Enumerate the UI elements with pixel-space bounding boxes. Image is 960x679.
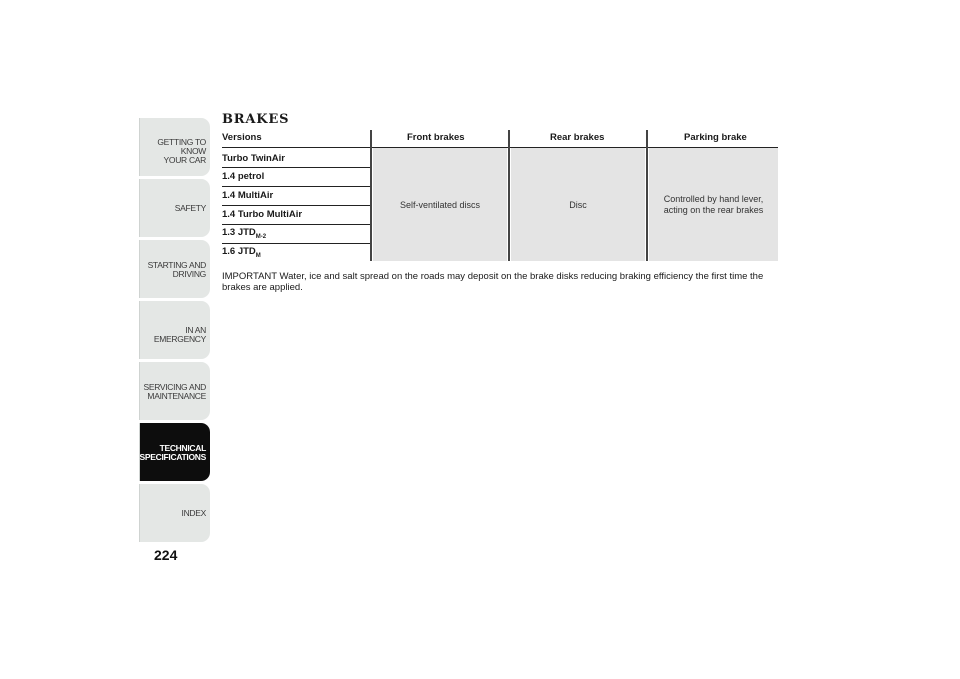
tab-label: SAFETY (174, 203, 206, 213)
column-separator (646, 130, 648, 261)
table-row-label (222, 171, 264, 184)
tab-technical-specifications[interactable] (139, 423, 210, 481)
version-subscript: M (255, 252, 261, 259)
table-row-label (222, 153, 285, 166)
tab-servicing-and-maintenance[interactable] (139, 362, 210, 420)
header-rear-brakes: Rear brakes (550, 132, 605, 143)
tab-label: SERVICING AND MAINTENANCE (143, 382, 206, 401)
version-name: 1.3 JTD (222, 227, 256, 238)
header-parking-brake: Parking brake (684, 132, 747, 143)
row-divider (222, 186, 370, 187)
row-divider (222, 224, 370, 225)
version-name: 1.6 JTD (222, 246, 256, 257)
tab-label: GETTING TO KNOW YOUR CAR (157, 137, 206, 165)
table-row-label (222, 246, 261, 259)
tab-getting-to-know-your-car[interactable] (139, 118, 210, 176)
column-separator (370, 130, 372, 261)
tab-starting-and-driving[interactable] (139, 240, 210, 298)
tab-label: IN AN EMERGENCY (153, 325, 206, 344)
column-separator (508, 130, 510, 261)
parking-brake-value (649, 148, 778, 261)
table-row-label (222, 209, 302, 222)
version-name: 1.4 MultiAir (222, 190, 274, 201)
row-divider (222, 205, 370, 206)
tab-safety[interactable] (139, 179, 210, 237)
version-subscript: M-2 (255, 233, 267, 240)
parking-brake-text: Controlled by hand lever, acting on the rear brakes (663, 194, 764, 215)
rear-brakes-value: Disc (511, 148, 645, 261)
row-divider (222, 243, 370, 244)
tab-index[interactable] (139, 484, 210, 542)
row-divider (222, 167, 370, 168)
header-versions: Versions (222, 132, 262, 143)
table-row-label (222, 190, 273, 203)
important-note: IMPORTANT Water, ice and salt spread on the roads may deposit on the brake disks reducing braking efficiency the first time the brakes are applied. (222, 271, 764, 293)
header-front-brakes: Front brakes (407, 132, 465, 143)
page-number: 224 (154, 547, 178, 563)
section-title: BRAKES (222, 112, 290, 127)
tab-in-an-emergency[interactable] (139, 301, 210, 359)
tab-label: INDEX (181, 508, 206, 518)
version-name: 1.4 Turbo MultiAir (222, 209, 303, 220)
version-name: 1.4 petrol (222, 171, 265, 182)
table-row-label (222, 227, 266, 240)
tab-label: STARTING AND DRIVING (147, 260, 206, 279)
version-name: Turbo TwinAir (222, 153, 285, 164)
tab-label: TECHNICAL SPECIFICATIONS (139, 443, 206, 462)
front-brakes-value: Self-ventilated discs (373, 148, 507, 261)
